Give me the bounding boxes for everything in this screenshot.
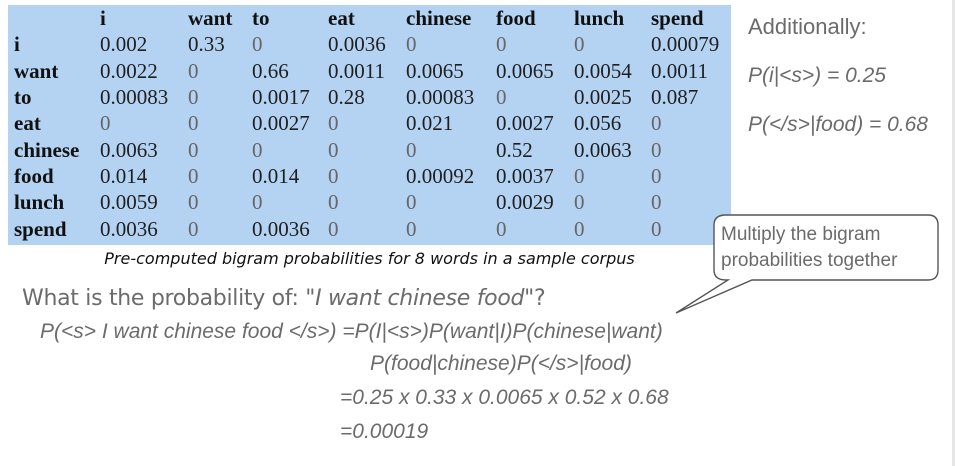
row-header: lunch [14, 190, 65, 215]
start-probability-equation: P(i|<s>) = 0.25 [748, 64, 886, 87]
table-cell: 0 [651, 111, 662, 136]
table-cell: 0.087 [651, 85, 699, 110]
table-cell: 0.33 [188, 32, 225, 57]
question-sentence: "I want chinese food" [305, 286, 534, 311]
table-cell: 0.0065 [496, 58, 554, 83]
table-cell: 0.0011 [651, 58, 708, 83]
table-cell: 0 [406, 137, 417, 162]
table-cell: 0.0059 [100, 190, 158, 215]
table-cell: 0 [651, 163, 662, 188]
question-prefix: What is the probability of: [22, 286, 306, 311]
table-cell: 0 [496, 85, 507, 110]
table-cell: 0 [574, 32, 585, 57]
table-cell: 0 [406, 216, 417, 241]
table-cell: 0 [328, 137, 339, 162]
callout-line: Multiply the bigram [721, 224, 881, 245]
table-cell: 0.0036 [100, 216, 158, 241]
additionally-heading: Additionally: [748, 14, 867, 39]
table-cell: 0 [574, 163, 585, 188]
table-cell: 0.0037 [496, 163, 554, 188]
row-header: spend [14, 216, 67, 241]
row-header: eat [14, 111, 41, 136]
table-cell: 0 [188, 137, 199, 162]
column-header: chinese [406, 6, 472, 31]
table-cell: 0.00083 [406, 85, 475, 110]
table-cell: 0.056 [574, 111, 622, 136]
table-cell: 0 [651, 216, 662, 241]
table-cell: 0 [188, 190, 199, 215]
table-cell: 0 [496, 32, 507, 57]
table-cell: 0.0063 [100, 137, 158, 162]
table-cell: 0 [252, 32, 263, 57]
calculation-line-2: P(food|chinese)P(</s>|food) [370, 352, 632, 375]
table-cell: 0.0063 [574, 137, 632, 162]
question-text [22, 286, 545, 311]
calculation-line-1: P(<s> I want chinese food </s>) =P(I|<s>)P(want|I)P(chinese|want) [40, 320, 663, 343]
table-cell: 0 [496, 216, 507, 241]
table-cell: 0.021 [406, 111, 454, 136]
table-cell: 0 [328, 163, 339, 188]
table-cell: 0 [252, 190, 263, 215]
table-cell: 0.014 [252, 163, 300, 188]
table-cell: 0 [188, 111, 199, 136]
column-header: food [496, 6, 536, 31]
table-cell: 0.00092 [406, 163, 475, 188]
row-header: i [14, 32, 20, 57]
table-cell: 0.0025 [574, 85, 632, 110]
table-cell: 0.28 [328, 85, 365, 110]
table-cell: 0 [252, 137, 263, 162]
table-cell: 0.0036 [252, 216, 310, 241]
column-header: want [188, 6, 233, 31]
column-header: lunch [574, 6, 625, 31]
table-cell: 0.002 [100, 32, 148, 57]
column-header: to [252, 6, 270, 31]
table-cell: 0 [328, 190, 339, 215]
end-probability-equation: P(</s>|food) = 0.68 [748, 113, 928, 136]
table-cell: 0 [651, 190, 662, 215]
callout-text [721, 222, 931, 274]
table-cell: 0.0036 [328, 32, 386, 57]
table-cell: 0 [406, 32, 417, 57]
table-cell: 0 [651, 137, 662, 162]
table-cell: 0 [328, 216, 339, 241]
table-cell: 0.52 [496, 137, 533, 162]
row-header: want [14, 58, 59, 83]
table-cell: 0 [100, 111, 111, 136]
table-cell: 0.66 [252, 58, 289, 83]
column-header: eat [328, 6, 355, 31]
table-cell: 0 [406, 190, 417, 215]
question-suffix: ? [533, 286, 546, 311]
table-cell: 0.00079 [651, 32, 720, 57]
table-cell: 0.014 [100, 163, 148, 188]
callout-line: probabilities together [721, 250, 898, 271]
table-cell: 0 [188, 85, 199, 110]
table-cell: 0.0022 [100, 58, 158, 83]
table-cell: 0 [574, 190, 585, 215]
table-cell: 0.0027 [496, 111, 554, 136]
table-cell: 0.0065 [406, 58, 464, 83]
calculation-result: =0.00019 [340, 420, 429, 443]
table-cell: 0 [188, 216, 199, 241]
table-cell: 0 [328, 111, 339, 136]
table-cell: 0.0029 [496, 190, 554, 215]
calculation-line-3: =0.25 x 0.33 x 0.0065 x 0.52 x 0.68 [340, 386, 669, 409]
table-cell: 0.0054 [574, 58, 632, 83]
column-header: spend [651, 6, 704, 31]
column-header: i [100, 6, 106, 31]
table-cell: 0.0011 [328, 58, 385, 83]
row-header: to [14, 85, 32, 110]
table-cell: 0 [188, 163, 199, 188]
table-caption: Pre-computed bigram probabilities for 8 words in a sample corpus [104, 249, 635, 268]
table-cell: 0.0017 [252, 85, 310, 110]
row-header: chinese [14, 137, 80, 162]
row-header: food [14, 163, 54, 188]
table-cell: 0.00083 [100, 85, 169, 110]
table-cell: 0 [188, 58, 199, 83]
table-cell: 0.0027 [252, 111, 310, 136]
table-cell: 0 [574, 216, 585, 241]
